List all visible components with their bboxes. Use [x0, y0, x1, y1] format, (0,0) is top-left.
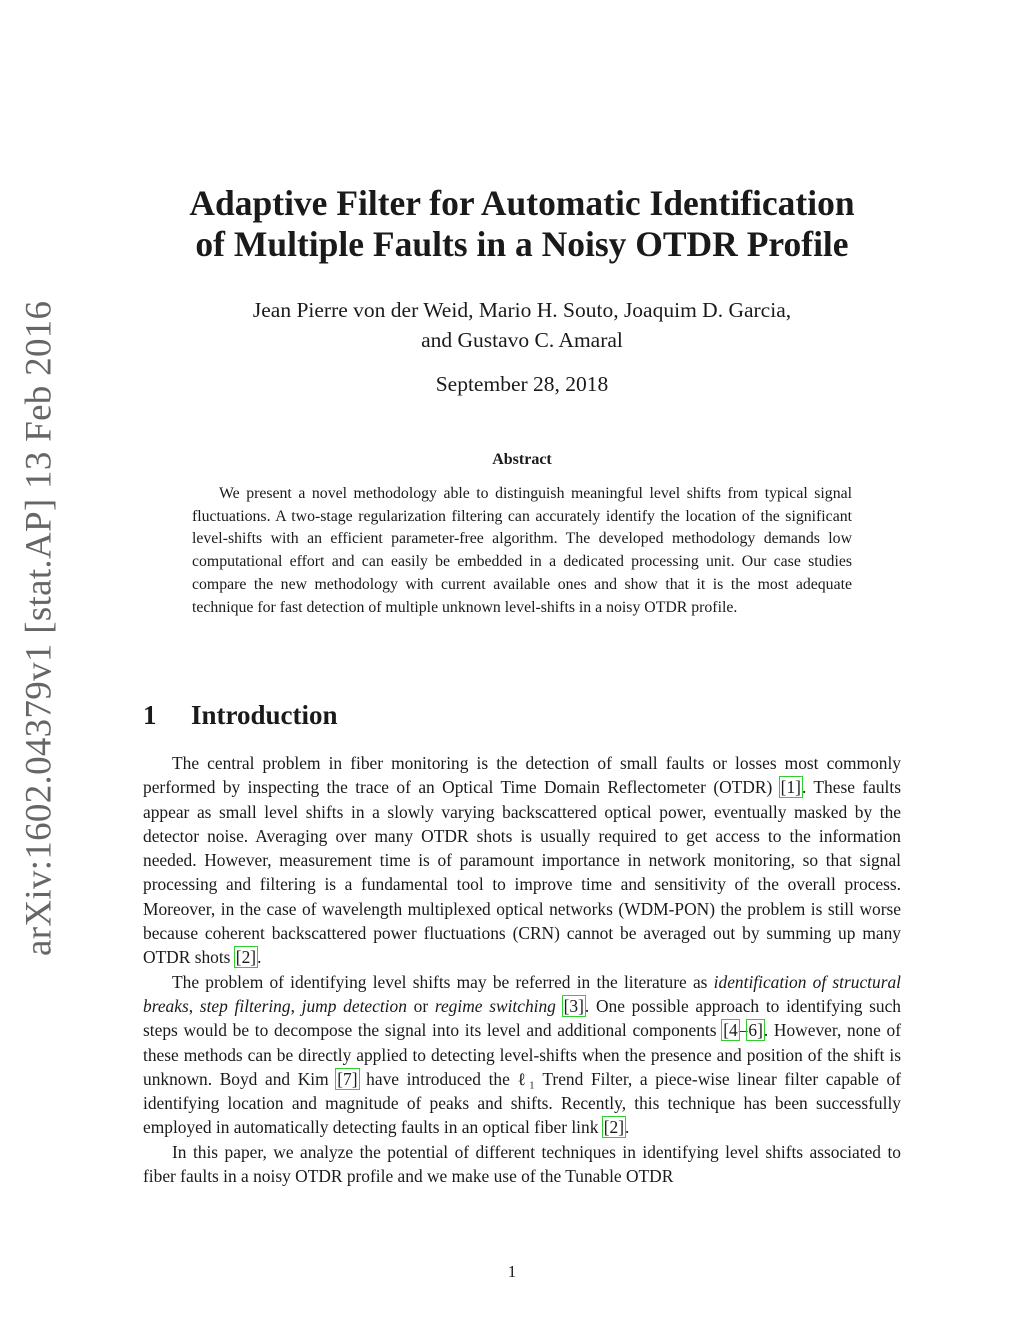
abstract-heading: Abstract: [492, 451, 552, 468]
text-run: have introduced the ℓ₁ Trend Filter, a piece-wise linear filter capable of identifying location and magnitude of peaks and shifts. Recently, this technique has been successfully employed in automatically detecting faults in an optical fiber link: [143, 1068, 901, 1138]
text-run: –: [738, 1020, 748, 1041]
paragraph-2: [143, 970, 901, 1140]
text-run: .: [625, 1117, 630, 1138]
section-title: Introduction: [191, 700, 338, 730]
section-heading: [143, 700, 338, 731]
text-run: . However, none of these methods can be directly applied to detecting level-shifts when the presence and position of the shift is unknown. Boyd and Kim: [143, 1020, 901, 1089]
text-run: The problem of identifying level shifts may be referred in the literature as: [172, 971, 714, 992]
introduction-body: [143, 751, 901, 1188]
citation-link[interactable]: [7]: [337, 1068, 358, 1089]
citation-link[interactable]: [2]: [235, 947, 257, 968]
italic-term: step filtering: [199, 995, 291, 1016]
abstract-text: We present a novel methodology able to distinguish meaningful level shifts from typical signal fluctuations. A two-stage regularization filtering can accurately identify the location of the significant level-shifts with an efficient parameter-free algorithm. The developed methodology demands low computational effort and can easily be embedded in a dedicated processing unit. Our case studies compare the new methodology with current available ones and show that it is the most adequate technique for fast detection of multiple unknown level-shifts in a noisy OTDR profile.: [192, 485, 852, 616]
text-run: The central problem in fiber monitoring is the detection of small faults or losses most commonly performed by inspecting the trace of an Optical Time Domain Reflectometer (OTDR): [143, 753, 901, 798]
arxiv-identifier-stamp: arXiv:1602.04379v1 [stat.AP] 13 Feb 2016: [18, 300, 60, 956]
paragraph-3: In this paper, we analyze the potential of different techniques in identifying level shifts associated to fiber faults in a noisy OTDR profile and we make use of the Tunable OTDR: [143, 1141, 901, 1187]
publication-date: September 28, 2018: [435, 372, 609, 396]
text-run: ,: [188, 995, 200, 1016]
authors-line-1: Jean Pierre von der Weid, Mario H. Souto, Joaquim D. Garcia,: [252, 298, 792, 322]
italic-term: regime switching: [434, 995, 556, 1016]
text-run: . These faults appear as small level shifts in a slowly varying backscattered optical power, eventually masked by the detector noise. Averaging over many OTDR shots is usually required to get access to the information needed. However, measurement time is of paramount importance in network monitoring, so that signal processing and filtering is a fundamental tool to improve time and sensitivity of the overall process. Moreover, in the case of wavelength multiplexed optical networks (WDM-PON) the problem is still worse because coherent backscattered power fluctuations (CRN) cannot be averaged out by summing up many OTDR shots: [143, 777, 901, 968]
author-list: [140, 295, 904, 355]
paragraph-1: [143, 751, 901, 970]
text-run: . One possible approach to identifying such steps would be to decompose the signal into its level and additional components: [143, 995, 902, 1041]
text-run: or: [406, 995, 435, 1016]
text-run: [556, 996, 563, 1016]
section-number: 1: [143, 700, 157, 730]
citation-link[interactable]: [2]: [603, 1117, 625, 1138]
paper-title: [100, 183, 944, 265]
italic-term: identification of structural breaks: [143, 971, 901, 1016]
citation-link[interactable]: [1]: [780, 777, 801, 798]
title-line-2: of Multiple Faults in a Noisy OTDR Profile: [195, 224, 849, 264]
italic-term: jump detection: [301, 995, 407, 1016]
authors-line-2: and Gustavo C. Amaral: [421, 328, 623, 352]
title-line-1: Adaptive Filter for Automatic Identification: [189, 183, 855, 223]
citation-link[interactable]: 6]: [748, 1020, 763, 1041]
citation-link[interactable]: [3]: [563, 995, 584, 1016]
page-number: 1: [507, 1262, 517, 1281]
citation-link[interactable]: [4: [723, 1020, 738, 1041]
text-run: .: [257, 947, 262, 968]
text-run: ,: [290, 995, 302, 1016]
